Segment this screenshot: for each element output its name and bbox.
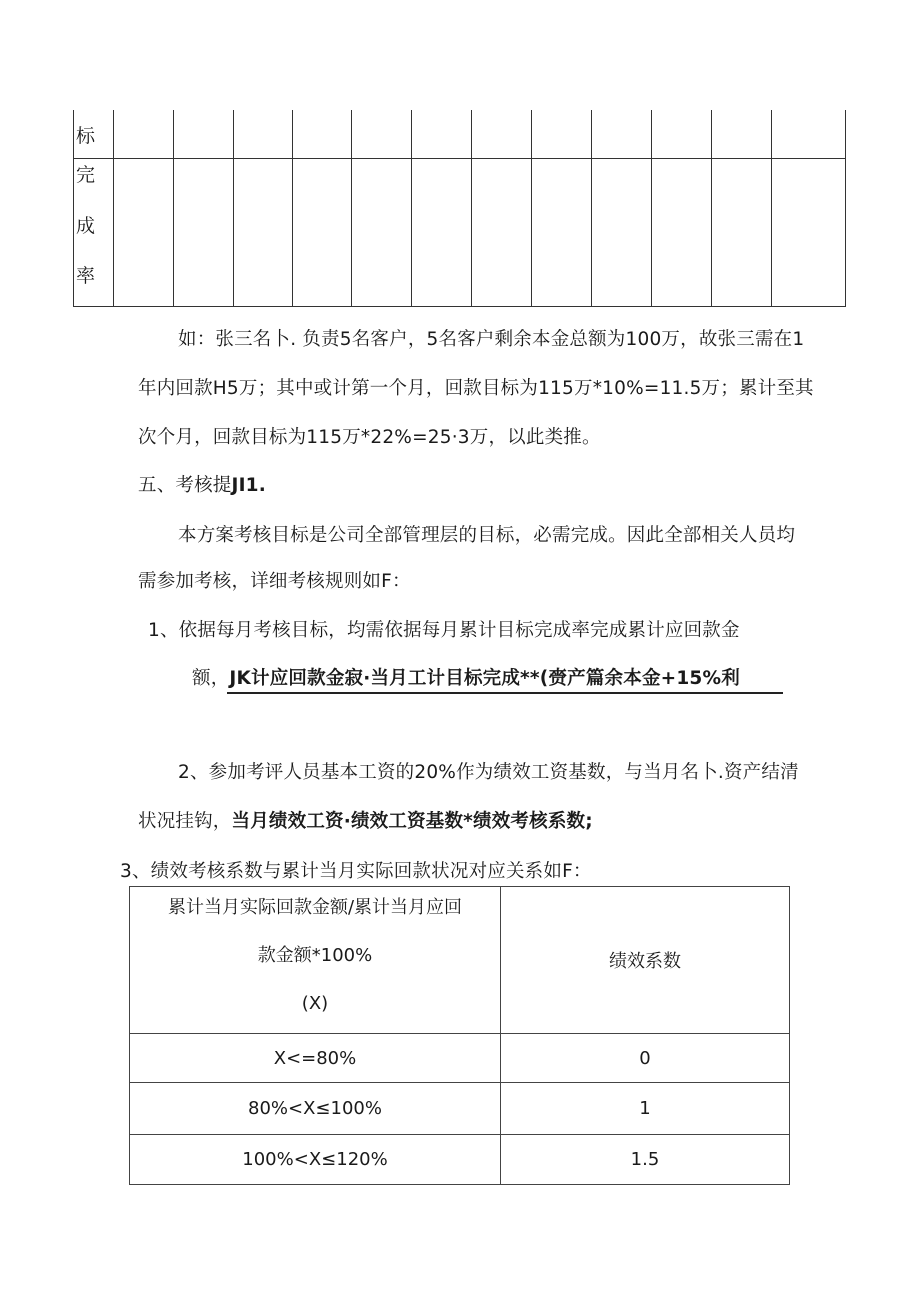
table-row [130, 1083, 790, 1135]
range-cell: X<=80% [130, 1034, 501, 1083]
row-label-char: 标 [76, 125, 96, 147]
header-ratio-line-2: 款金额*100% [257, 945, 373, 966]
rule1-underline [227, 692, 783, 694]
grid-vline [771, 110, 772, 307]
rule2-line-2 [138, 810, 593, 834]
grid-vline [73, 110, 74, 307]
row-label-char: 率 [76, 265, 96, 287]
rule2-line-2-prefix: 状况挂钩， [138, 811, 232, 832]
grid-vline [711, 110, 712, 307]
grid-vline [173, 110, 174, 307]
section5-heading-bold: JI1. [231, 475, 266, 496]
header-ratio-line-3: (X) [301, 993, 329, 1014]
example-line-3: 次个月，回款目标为115万*22%=25·3万，以此类推。 [138, 427, 601, 448]
row-label-char: 完 [76, 164, 96, 186]
rule3-line: 3、绩效考核系数与累计当月实际回款状况对应关系如F： [120, 861, 592, 882]
table-row [130, 1135, 790, 1185]
rule1-line-2-prefix: 额， [192, 668, 230, 689]
rule1-line-2 [192, 667, 740, 691]
grid-hline [73, 158, 846, 159]
section5-heading [138, 474, 266, 498]
grid-vline [845, 110, 846, 307]
range-cell: 80%<X≤100% [130, 1083, 501, 1135]
coef-cell: 1.5 [501, 1135, 790, 1185]
grid-vline [351, 110, 352, 307]
coef-cell: 1 [501, 1083, 790, 1135]
grid-vline [531, 110, 532, 307]
grid-vline [651, 110, 652, 307]
range-cell: 100%<X≤120% [130, 1135, 501, 1185]
section5-heading-prefix: 五、考核提 [138, 475, 232, 496]
grid-vline [292, 110, 293, 307]
grid-vline [591, 110, 592, 307]
rule2-line-1: 2、参加考评人员基本工资的20%作为绩效工资基数，与当月名卜.资产结清 [178, 762, 799, 783]
section5-intro-line-1: 本方案考核目标是公司全部管理层的目标，必需完成。因此全部相关人员均 [178, 525, 796, 546]
grid-vline [471, 110, 472, 307]
table-row [130, 1034, 790, 1083]
example-line-1: 如：张三名卜. 负责5名客户，5名客户剩余本金总额为100万，故张三需在1 [178, 329, 805, 350]
header-ratio-cell [130, 887, 501, 1034]
grid-vline [233, 110, 234, 307]
rule1-line-1: 1、依据每月考核目标，均需依据每月累计目标完成率完成累计应回款金 [148, 620, 740, 641]
rule1-formula: JK计应回款金寂·当月工计目标完成**(赍产篇余本金+15%利 [229, 668, 740, 689]
row-label-char: 成 [76, 215, 96, 237]
coefficient-table [129, 886, 790, 1185]
table-header-row [130, 887, 790, 1034]
grid-vline [113, 110, 114, 307]
coef-cell: 0 [501, 1034, 790, 1083]
rule2-formula: 当月绩效工资·绩效工资基数*绩效考核系数; [231, 811, 593, 832]
example-line-2: 年内回款H5万；其中或计第一个月，回款目标为115万*10%=11.5万；累计至其 [138, 378, 814, 399]
header-ratio-line-1: 累计当月实际回款金额/累计当月应回 [167, 897, 463, 918]
grid-vline [411, 110, 412, 307]
header-coef-cell: 绩效系数 [501, 887, 790, 1034]
grid-hline [73, 306, 846, 307]
section5-intro-line-2: 需参加考核，详细考核规则如F： [138, 571, 411, 592]
